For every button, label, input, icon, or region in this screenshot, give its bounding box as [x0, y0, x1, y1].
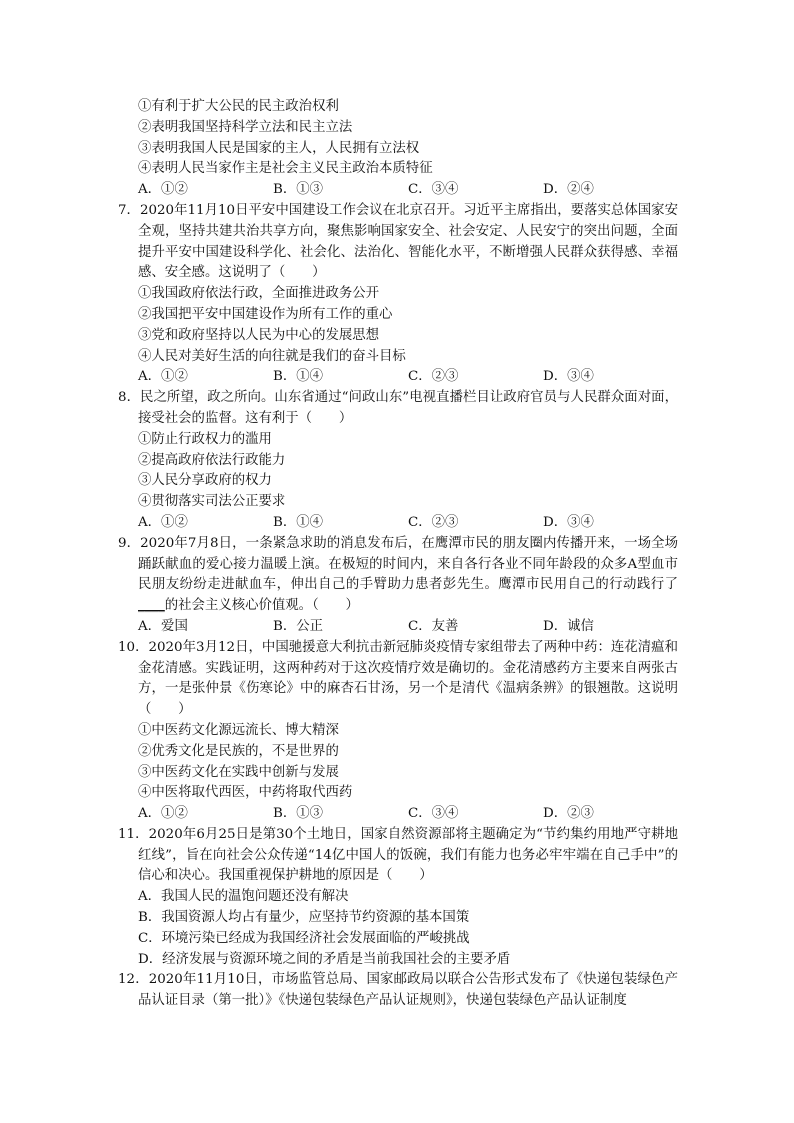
choice-b: B．①③ [273, 182, 324, 198]
choice-b: B．①④ [273, 514, 324, 530]
option-item: ③党和政府坚持以人民为中心的发展思想 [138, 327, 380, 343]
choice-d: D．诚信 [543, 618, 594, 634]
option-item: ①中医药文化源远流长、博大精深 [138, 722, 339, 738]
choice-a: A．①② [138, 514, 188, 530]
choice-b: B．我国资源人均占有量少，应坚持节约资源的基本国策 [138, 910, 470, 926]
choice-d: D．③④ [543, 514, 594, 530]
choice-d: D．③④ [543, 369, 594, 385]
choice-a: A．①② [138, 369, 188, 385]
choice-c: C．②③ [408, 514, 459, 530]
question-stem: 12．2020年11月10日，市场监管总局、国家邮政局以联合公告形式发布了《快递包装绿色产品认证目录（第一批）》《快递包装绿色产品认证规则》，快递包装绿色产品认证制度 [118, 972, 678, 1009]
option-item: ③中医药文化在实践中创新与发展 [138, 764, 339, 780]
question-stem [118, 534, 678, 617]
option-item: ②提高政府依法行政能力 [138, 452, 286, 468]
option-item: ④贯彻落实司法公正要求 [138, 494, 286, 510]
option-item: ③人民分享政府的权力 [138, 473, 272, 489]
choice-c: C．友善 [408, 618, 459, 634]
choice-c: C．③④ [408, 182, 459, 198]
fill-blank: ____ [138, 598, 165, 614]
question-8 [118, 388, 678, 534]
question-11 [118, 825, 678, 971]
question-7 [118, 201, 678, 388]
choice-b: B．公正 [273, 618, 324, 634]
question-6 [118, 97, 678, 201]
answer-choices [118, 513, 678, 534]
question-content [118, 97, 678, 1012]
choice-c: C．③④ [408, 806, 459, 822]
choice-a: A．①② [138, 182, 188, 198]
option-item: ①我国政府依法行政，全面推进政务公开 [138, 286, 380, 302]
question-stem: 8．民之所望，政之所向。山东省通过“问政山东”电视直播栏目让政府官员与人民群众面对面，接受社会的监督。这有利于（ ） [118, 390, 678, 426]
option-item: ②优秀文化是民族的，不是世界的 [138, 743, 339, 759]
choice-d: D．②④ [543, 182, 594, 198]
choice-a: A．①② [138, 806, 188, 822]
stem-text: 9．2020年7月8日，一条紧急求助的消息发布后，在鹰潭市民的朋友圈内传播开来，一场全场踊跃献血的爱心接力温暖上演。在极短的时间内，来自各行各业不同年龄段的众多A型血市民朋友纷纷走进献血车，伸出自己的手臂助力患者彭先生。鹰潭市民用自己的行动践行了 [118, 535, 678, 593]
question-10 [118, 638, 678, 825]
answer-choices [118, 367, 678, 388]
choice-a: A．我国人民的温饱问题还没有解决 [138, 889, 349, 905]
question-9 [118, 534, 678, 638]
choice-c: C．②③ [408, 369, 459, 385]
question-stem: 7．2020年11月10日平安中国建设工作会议在北京召开。习近平主席指出，要落实总体国家安全观，坚持共建共治共享方向，聚焦影响国家安全、社会安定、人民安宁的突出问题，全面提升平安中国建设科学化、社会化、法治化、智能化水平，不断增强人民群众获得感、幸福感、安全感。这说明了（ ） [118, 202, 678, 281]
option-item: ②表明我国坚持科学立法和民主立法 [138, 119, 353, 135]
option-item: ③表明我国人民是国家的主人，人民拥有立法权 [138, 140, 420, 156]
stem-text: 的社会主义核心价值观。（ ） [164, 598, 359, 614]
choice-b: B．①③ [273, 806, 324, 822]
option-item: ②我国把平安中国建设作为所有工作的重心 [138, 306, 393, 322]
choice-b: B．①④ [273, 369, 324, 385]
answer-choices [118, 617, 678, 638]
option-item: ④中医将取代西医，中药将取代西药 [138, 785, 353, 801]
answer-choices [118, 180, 678, 201]
option-item: ①有利于扩大公民的民主政治权利 [138, 99, 339, 114]
choice-d: D．经济发展与资源环境之间的矛盾是当前我国社会的主要矛盾 [138, 951, 511, 967]
option-item: ①防止行政权力的滥用 [138, 431, 272, 447]
option-item: ④人民对美好生活的向往就是我们的奋斗目标 [138, 348, 406, 364]
question-12 [118, 970, 678, 1012]
question-stem: 10．2020年3月12日，中国驰援意大利抗击新冠肺炎疫情专家组带去了两种中药：连花清瘟和金花清感。实践证明，这两种药对于这次疫情疗效是确切的。金花清感药方主要来自两张古方，一是张仲景《伤寒论》中的麻杏石甘汤，另一个是清代《温病条辨》的银翘散。这说明（ ） [118, 639, 678, 718]
choice-c: C．环境污染已经成为我国经济社会发展面临的严峻挑战 [138, 930, 470, 946]
choice-a: A．爱国 [138, 618, 188, 634]
choice-d: D．②③ [543, 806, 594, 822]
question-stem: 11．2020年6月25日是第30个土地日，国家自然资源部将主题确定为“节约集约用地严守耕地红线”，旨在向社会公众传递“14亿中国人的饭碗，我们有能力也务必牢牢端在自己手中”的信心和决心。我国重视保护耕地的原因是（ ） [118, 826, 678, 884]
answer-choices [118, 804, 678, 825]
option-item: ④表明人民当家作主是社会主义民主政治本质特征 [138, 161, 433, 177]
